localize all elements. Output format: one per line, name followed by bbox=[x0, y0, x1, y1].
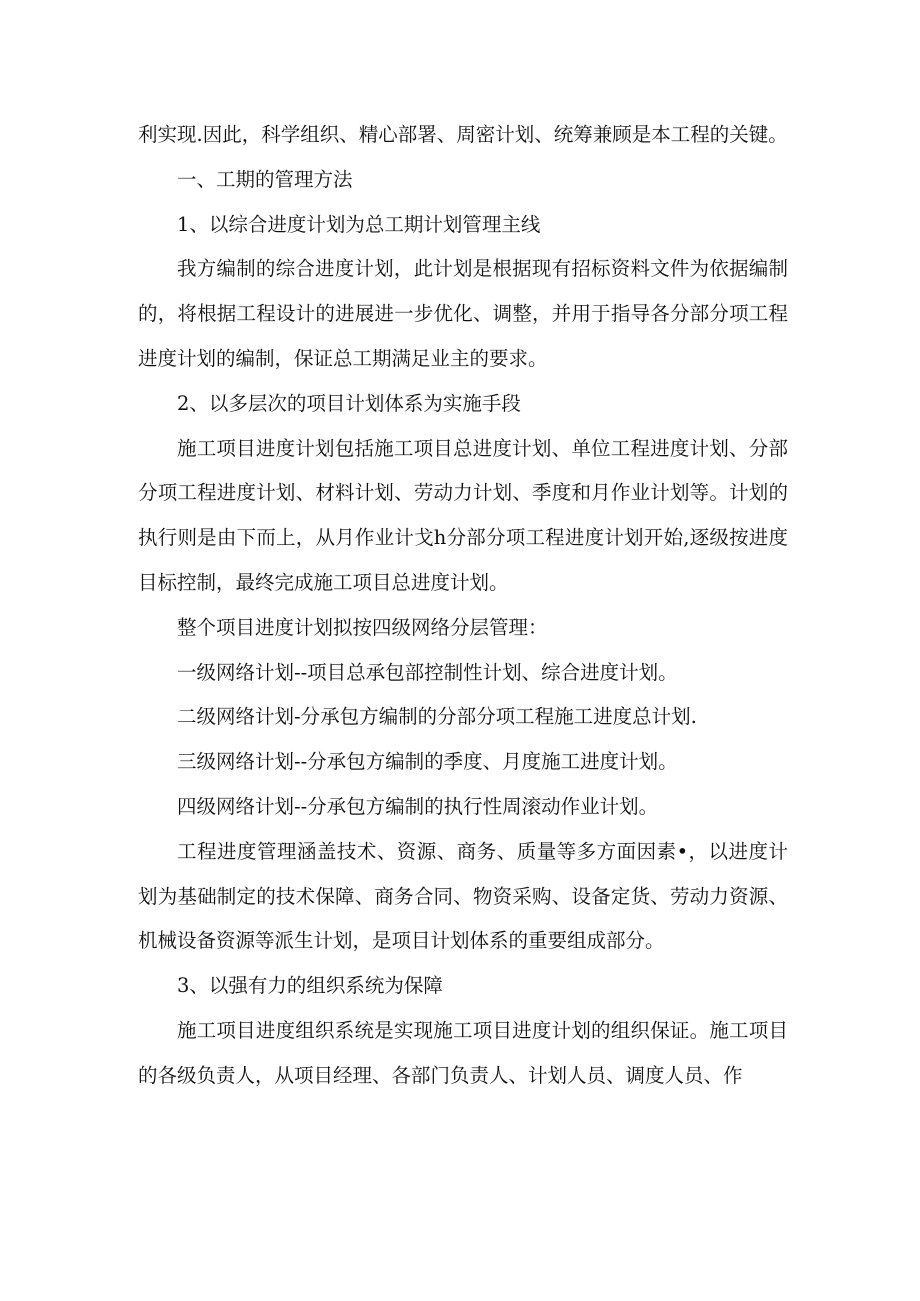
network-level-1: 一级网络计划--项目总承包部控制性计划、综合进度计划。 bbox=[177, 660, 678, 684]
paragraph: 整个项目进度计划拟按四级网络分层管理： bbox=[177, 615, 548, 639]
section-heading: 一、工期的管理方法 bbox=[177, 167, 353, 191]
subsection-heading-3: 3、以强有力的组织系统为保障 bbox=[177, 974, 443, 998]
paragraph: 我方编制的综合进度计划，此计划是根据现有招标资料文件为依据编制的，将根据工程设计的进展进一步优化、调整，并用于指导各分部分项工程进度计划的编制，保证总工期满足业主的要求。 bbox=[138, 257, 788, 370]
document-body bbox=[138, 113, 788, 1099]
paragraph: 施工项目进度组织系统是实现施工项目进度计划的组织保证。施工项目的各级负责人，从项目经理、各部门负责人、计划人员、调度人员、作 bbox=[138, 1018, 788, 1087]
paragraph-continuation: 利实现.因此，科学组织、精心部署、周密计划、统筹兼顾是本工程的关键。 bbox=[138, 123, 788, 146]
paragraph: 工程进度管理涵盖技术、资源、商务、质量等多方面因素•，以进度计划为基础制定的技术保障、商务合同、物资采购、设备定货、劳动力资源、机械设备资源等派生计划，是项目计划体系的重要组成部分。 bbox=[138, 839, 788, 953]
network-level-4: 四级网络计划--分承包方编制的执行性周滚动作业计划。 bbox=[177, 794, 659, 818]
network-level-3: 三级网络计划--分承包方编制的季度、月度施工进度计划。 bbox=[177, 750, 678, 774]
network-level-2: 二级网络计划-分承包方编制的分部分项工程施工进度总计划. bbox=[177, 705, 697, 729]
subsection-heading-1: 1、以综合进度计划为总工期计划管理主线 bbox=[177, 212, 541, 236]
paragraph: 施工项目进度计划包括施工项目总进度计划、单位工程进度计划、分部分项工程进度计划、材料计划、劳动力计划、季度和月作业计划等。计划的执行则是由下而上，从月作业计戈h分部分项工程进度计划开始,逐级按进度目标控制，最终完成施工项目总进度计划。 bbox=[138, 436, 788, 594]
subsection-heading-2: 2、以多层次的项目计划体系为实施手段 bbox=[177, 391, 521, 415]
